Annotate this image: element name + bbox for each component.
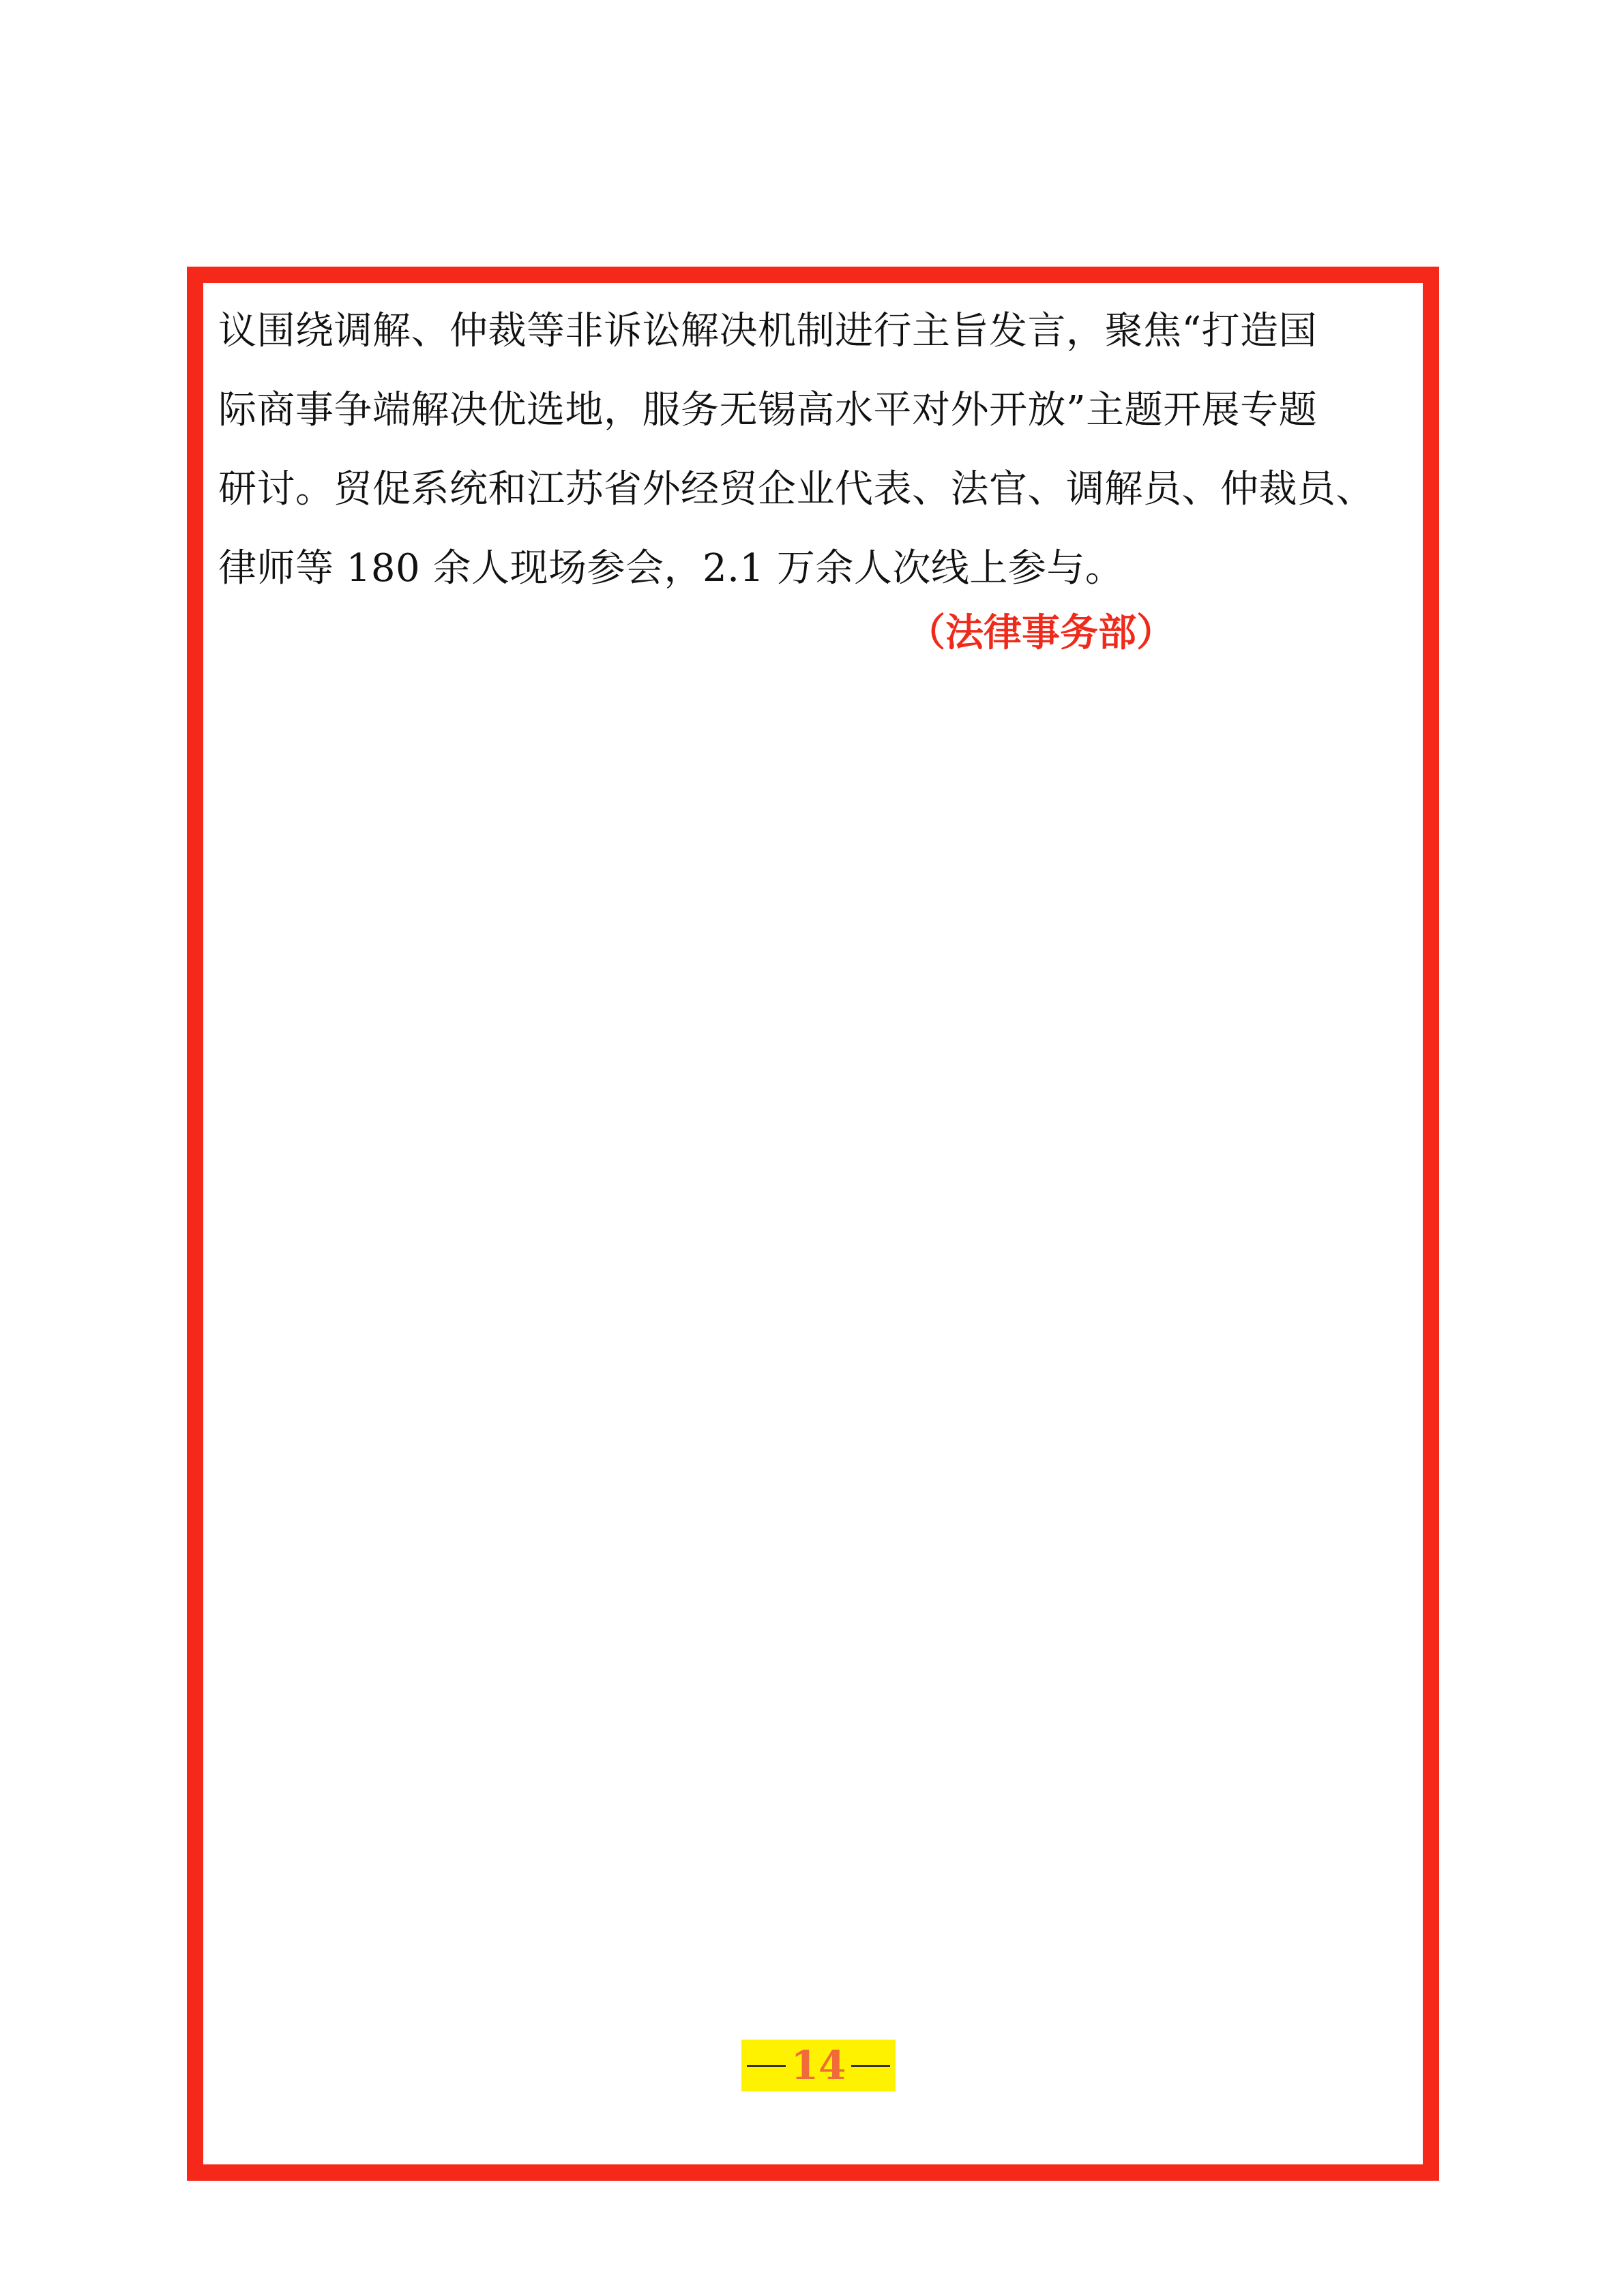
article-body [218, 292, 1419, 608]
department-attribution: （法律事务部） [907, 610, 1175, 655]
body-line: 律师等 180 余人现场参会，2.1 万余人次线上参与。 [218, 546, 1124, 591]
body-line: 际商事争端解决优选地，服务无锡高水平对外开放”主题开展专题 [218, 388, 1318, 432]
page-number: 14 [791, 2042, 846, 2089]
body-line: 议围绕调解、仲裁等非诉讼解决机制进行主旨发言，聚焦“打造国 [218, 309, 1318, 353]
page-number-dash-right [851, 2065, 890, 2067]
body-line: 研讨。贸促系统和江苏省外经贸企业代表、法官、调解员、仲裁员、 [218, 467, 1374, 511]
page-number-dash-left [747, 2065, 786, 2067]
page-number-badge [741, 2040, 896, 2091]
